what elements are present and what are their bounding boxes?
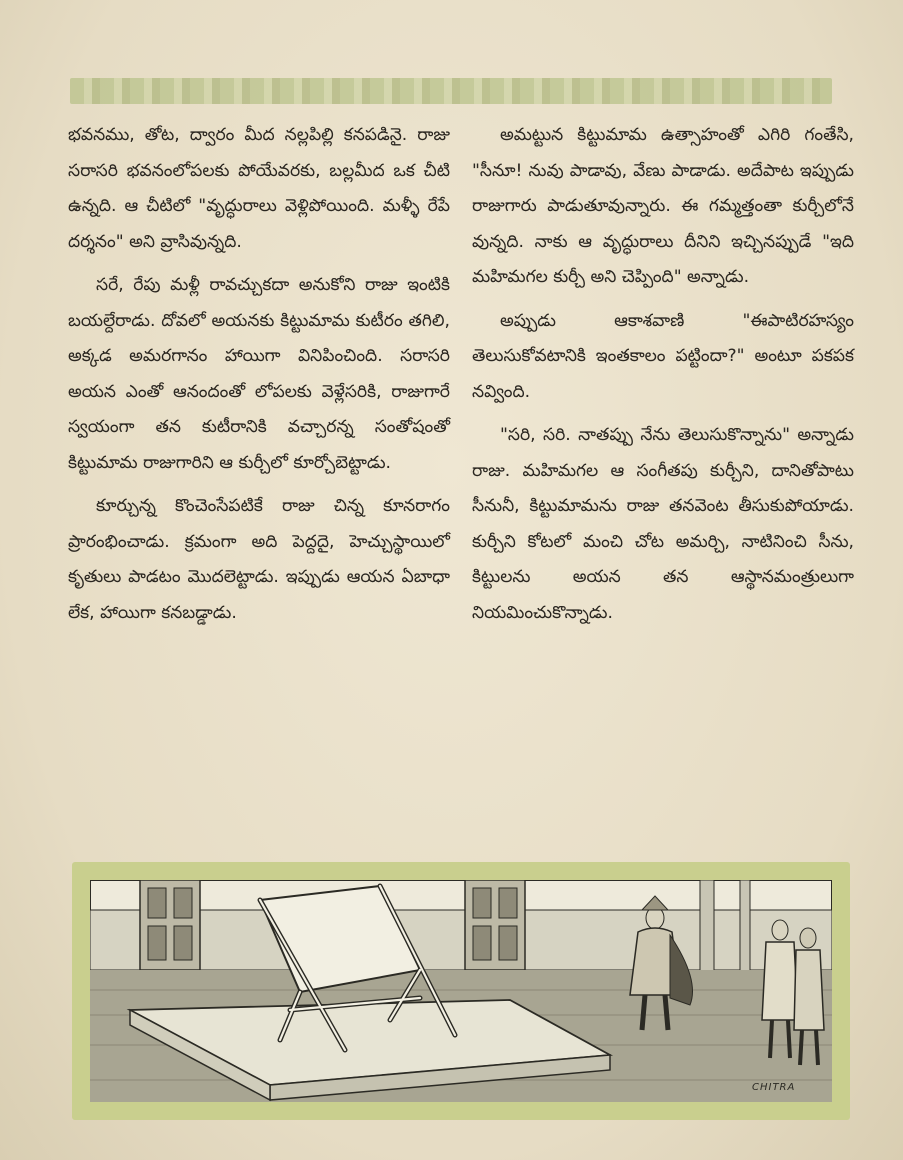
paragraph: "సరి, సరి. నాతప్పు నేను తెలుసుకొన్నాను" అన్నాడు రాజు. మహిమగల ఆ సంగీతపు కుర్చీని, దానితోపాటు సీనునీ, కిట్టుమామను రాజు తనవెంట తీసుకుపోయాడు. కుర్చీని కోటలో మంచి చోట అమర్చి, నాటినించి సీను, కిట్టులను అయన తన ఆస్థానమంత్రులుగా నియమించుకొన్నాడు. <box>472 425 854 623</box>
paragraph: సరే, రేపు మళ్లీ రావచ్చుకదా అనుకోని రాజు ఇంటికి బయల్దేరాడు. దోవలో అయనకు కిట్టుమామ కుటీరం తగిలి, అక్కడ అమరగానం హాయిగా వినిపించింది. సరాసరి అయన ఎంతో ఆనందంతో లోపలకు వెళ్లేసరికి, రాజుగారే స్వయంగా తన కుటీరానికి వచ్చారన్న సంతోషంతో కిట్టుమామ రాజుగారిని ఆ కుర్చీలో కూర్చోబెట్టాడు. <box>68 275 450 473</box>
paragraph: కూర్చున్న కొంచెంసేపటికే రాజు చిన్న కూనరాగం ప్రారంభించాడు. క్రమంగా అది పెద్దదై, హెచ్చుస్థాయిలో కృతులు పాడటం మొదలెట్టాడు. ఇప్పుడు ఆయన ఏబాధా లేక, హాయిగా కనబడ్డాడు. <box>68 496 450 623</box>
left-column <box>68 118 450 639</box>
paragraph: అమట్టున కిట్టుమామ ఉత్సాహంతో ఎగిరి గంతేసి, "సీనూ! నువు పాడావు, వేణు పాడాడు. అదేపాట ఇప్పుడు రాజుగారు పాడుతూవున్నారు. ఈ గమ్మత్తంతా కుర్చీలోనే వున్నది. నాకు ఆ వృద్ధురాలు దీనిని ఇచ్చినప్పుడే "ఇది మహిమగల కుర్చీ అని చెప్పింది" అన్నాడు. <box>472 125 854 287</box>
decorative-border-band <box>70 78 832 104</box>
paragraph: అప్పుడు ఆకాశవాణి "ఈపాటిరహస్యం తెలుసుకోవటానికి ఇంతకాలం పట్టిందా?" అంటూ పకపక నవ్వింది. <box>472 310 854 402</box>
right-column <box>472 118 854 639</box>
paragraph: భవనము, తోట, ద్వారం మీద నల్లపిల్లి కనపడినై. రాజు సరాసరి భవనంలోపలకు పోయేవరకు, బల్లమీద ఒక చీటి ఉన్నది. ఆ చీటిలో "వృద్ధురాలు వెళ్లిపోయింది. మళ్ళీ రేపే దర్శనం" అని వ్రాసివున్నది. <box>68 125 450 252</box>
artist-signature: CHITRA <box>752 1082 796 1093</box>
story-illustration <box>72 862 850 1120</box>
illustration-drawing <box>90 880 832 1102</box>
